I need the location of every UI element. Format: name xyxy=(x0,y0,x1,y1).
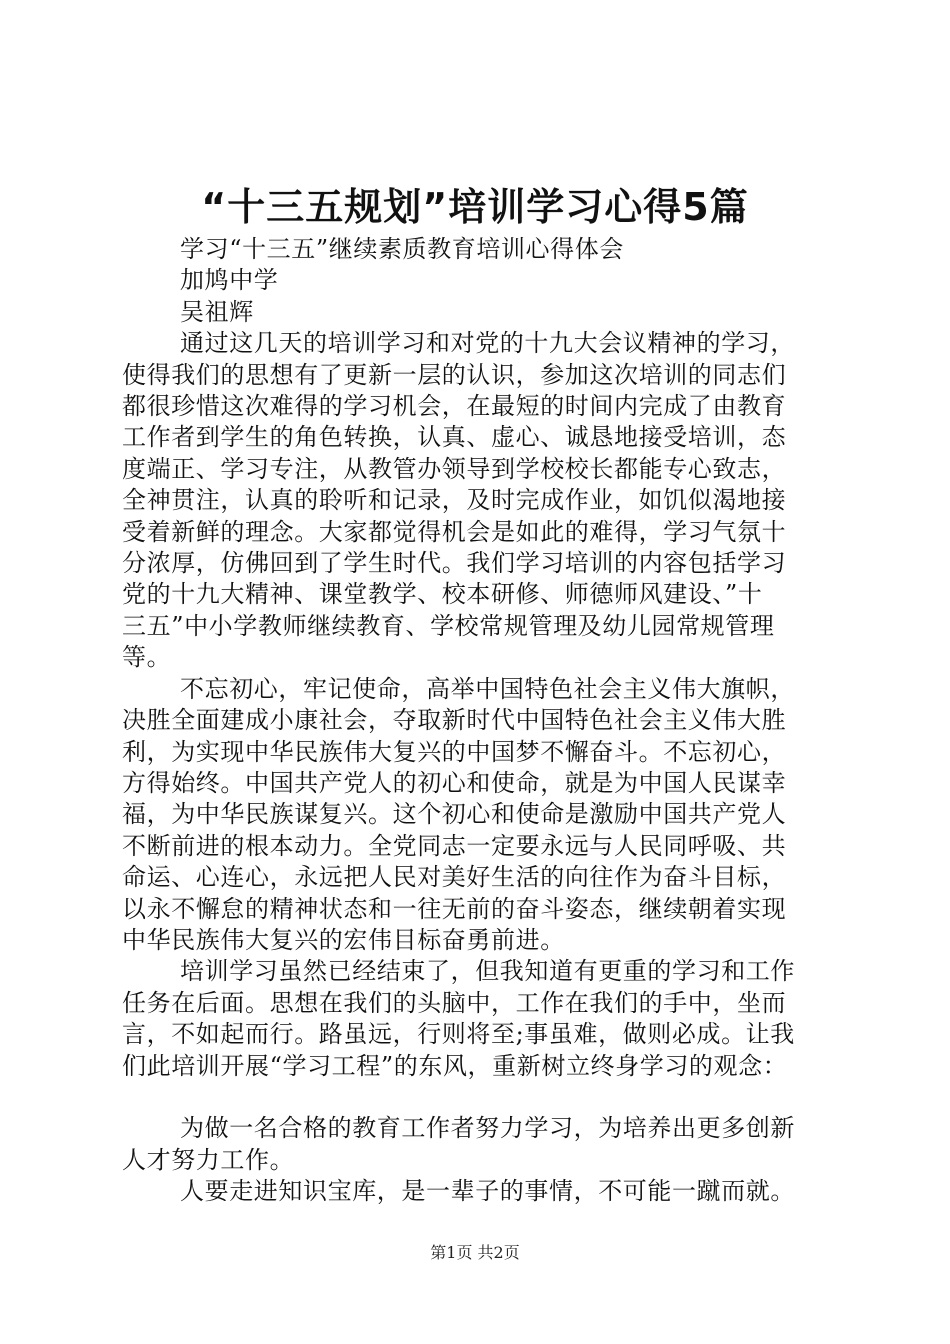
paragraph-2 xyxy=(122,674,844,957)
paragraph-5 xyxy=(122,1176,844,1207)
paragraph-line: 方得始终。中国共产党人的初心和使命，就是为中国人民谋幸 xyxy=(122,768,787,797)
paragraph-line: 工作者到学生的角色转换，认真、虚心、诚恳地接受培训，态 xyxy=(122,423,787,452)
paragraph-line: 三五”中小学教师继续教育、学校常规管理及幼儿园常规管理 xyxy=(122,611,775,640)
paragraph-line: 培训学习虽然已经结束了，但我知道有更重的学习和工作 xyxy=(180,957,795,986)
paragraph-line: 都很珍惜这次难得的学习机会，在最短的时间内完成了由教育 xyxy=(122,392,787,421)
paragraph-line: 福，为中华民族谋复兴。这个初心和使命是激励中国共产党人 xyxy=(122,800,787,829)
paragraph-4 xyxy=(122,1113,844,1176)
page-footer: 第1页 共2页 xyxy=(430,1243,520,1262)
paragraph-line: 利，为实现中华民族伟大复兴的中国梦不懈奋斗。不忘初心， xyxy=(122,737,787,766)
paragraph-line: 度端正、学习专注，从教管办领导到学校校长都能专心致志， xyxy=(122,454,787,483)
paragraph-line: 分浓厚，仿佛回到了学生时代。我们学习培训的内容包括学习 xyxy=(122,549,787,578)
paragraph-line: 以永不懈怠的精神状态和一往无前的奋斗姿态，继续朝着实现 xyxy=(122,894,787,923)
paragraph-line: 任务在后面。思想在我们的头脑中，工作在我们的手中，坐而 xyxy=(122,988,787,1017)
paragraph-line: 不忘初心，牢记使命，高举中国特色社会主义伟大旗帜， xyxy=(180,674,795,703)
paragraph-line: 们此培训开展“学习工程”的东风，重新树立终身学习的观念： xyxy=(122,1051,788,1080)
blank-line xyxy=(122,1082,844,1113)
paragraph-1 xyxy=(122,328,844,673)
paragraph-line: 等。 xyxy=(122,643,172,672)
paragraph-line: 人才努力工作。 xyxy=(122,1145,295,1174)
paragraph-line: 使得我们的思想有了更新一层的认识，参加这次培训的同志们 xyxy=(122,360,787,389)
paragraph-line: 不断前进的根本动力。全党同志一定要永远与人民同呼吸、共 xyxy=(122,831,787,860)
header-line-subtitle: 学习“十三五”继续素质教育培训心得体会 xyxy=(180,235,624,263)
paragraph-line: 党的十九大精神、课堂教学、校本研修、师德师风建设、”十 xyxy=(122,580,763,609)
paragraph-line: 命运、心连心，永远把人民对美好生活的向往作为奋斗目标， xyxy=(122,863,787,892)
document-title: “十三五规划”培训学习心得5篇 xyxy=(201,185,749,229)
paragraph-line: 人要走进知识宝库，是一辈子的事情，不可能一蹴而就。 xyxy=(180,1177,795,1206)
paragraph-line: 受着新鲜的理念。大家都觉得机会是如此的难得，学习气氛十 xyxy=(122,517,787,546)
paragraph-line: 全神贯注，认真的聆听和记录，及时完成作业，如饥似渴地接 xyxy=(122,486,787,515)
paragraph-3 xyxy=(122,956,844,1082)
paragraph-line: 通过这几天的培训学习和对党的十九大会议精神的学习， xyxy=(180,329,795,358)
document-body xyxy=(122,234,844,1208)
paragraph-line: 言，不如起而行。路虽远，行则将至;事虽难，做则必成。让我 xyxy=(122,1020,795,1049)
header-line-school: 加鸠中学 xyxy=(180,266,279,295)
paragraph-line: 中华民族伟大复兴的宏伟目标奋勇前进。 xyxy=(122,925,565,954)
header-line-author: 吴祖辉 xyxy=(180,297,254,326)
paragraph-line: 为做一名合格的教育工作者努力学习，为培养出更多创新 xyxy=(180,1114,795,1143)
paragraph-line: 决胜全面建成小康社会，夺取新时代中国特色社会主义伟大胜 xyxy=(122,706,787,735)
